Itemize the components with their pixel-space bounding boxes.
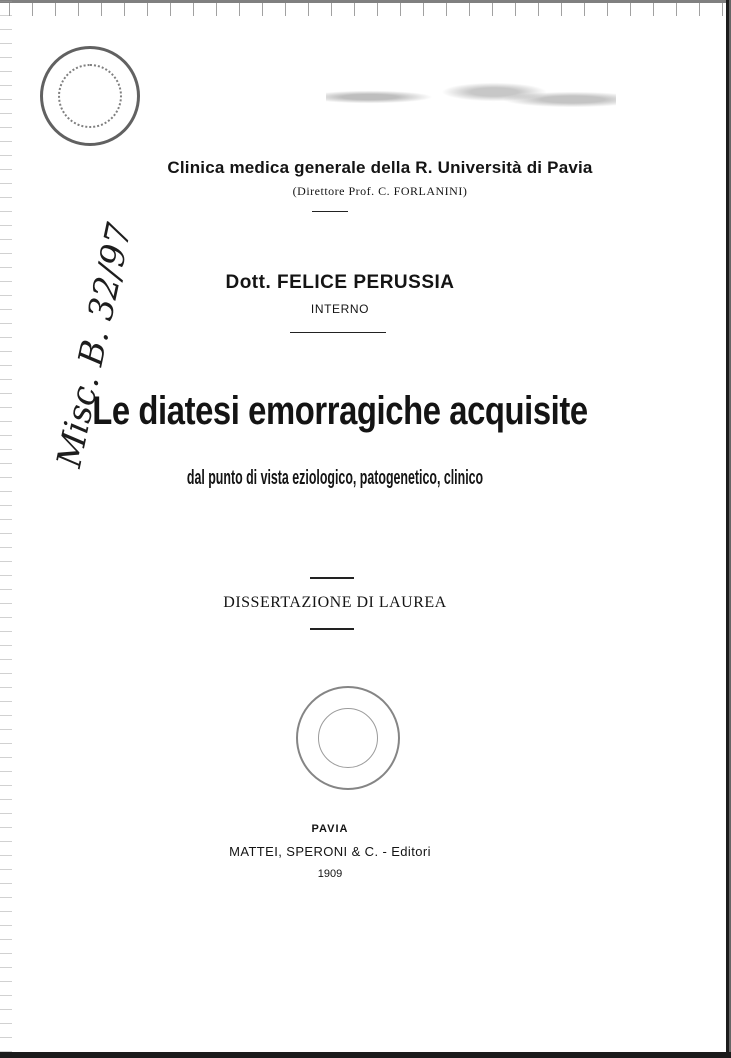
institution-heading: Clinica medica generale della R. Università di Pavia — [167, 158, 593, 177]
library-stamp-top-ring — [58, 64, 122, 128]
divider-3 — [310, 577, 354, 582]
imprint-publisher: MATTEI, SPERONI & C. - Editori — [229, 844, 431, 859]
library-stamp-middle — [296, 686, 400, 790]
author-role: INTERNO — [310, 302, 370, 316]
dissertation-label: DISSERTAZIONE DI LAUREA — [223, 594, 447, 611]
divider-2 — [290, 332, 386, 333]
divider-4 — [310, 628, 354, 633]
director-line: (Direttore Prof. C. FORLANINI) — [292, 184, 468, 198]
page-edge-bottom — [0, 1052, 731, 1058]
author-name: Dott. FELICE PERUSSIA — [225, 272, 455, 293]
page-edge-right — [721, 0, 731, 1058]
imprint-city: PAVIA — [311, 823, 349, 835]
page-edge-left — [0, 0, 12, 1058]
handwritten-note: Misc. B. 32/97 — [49, 219, 141, 471]
page-edge-top — [0, 0, 731, 16]
ink-smudge — [326, 72, 616, 122]
divider-1 — [312, 211, 348, 212]
imprint-year: 1909 — [317, 868, 343, 880]
library-stamp-top — [40, 46, 140, 146]
library-stamp-middle-ring — [318, 708, 378, 768]
work-title: Le diatesi emorragiche acquisite — [92, 389, 588, 433]
work-subtitle: dal punto di vista eziologico, patogenetico, clinico — [186, 467, 484, 489]
